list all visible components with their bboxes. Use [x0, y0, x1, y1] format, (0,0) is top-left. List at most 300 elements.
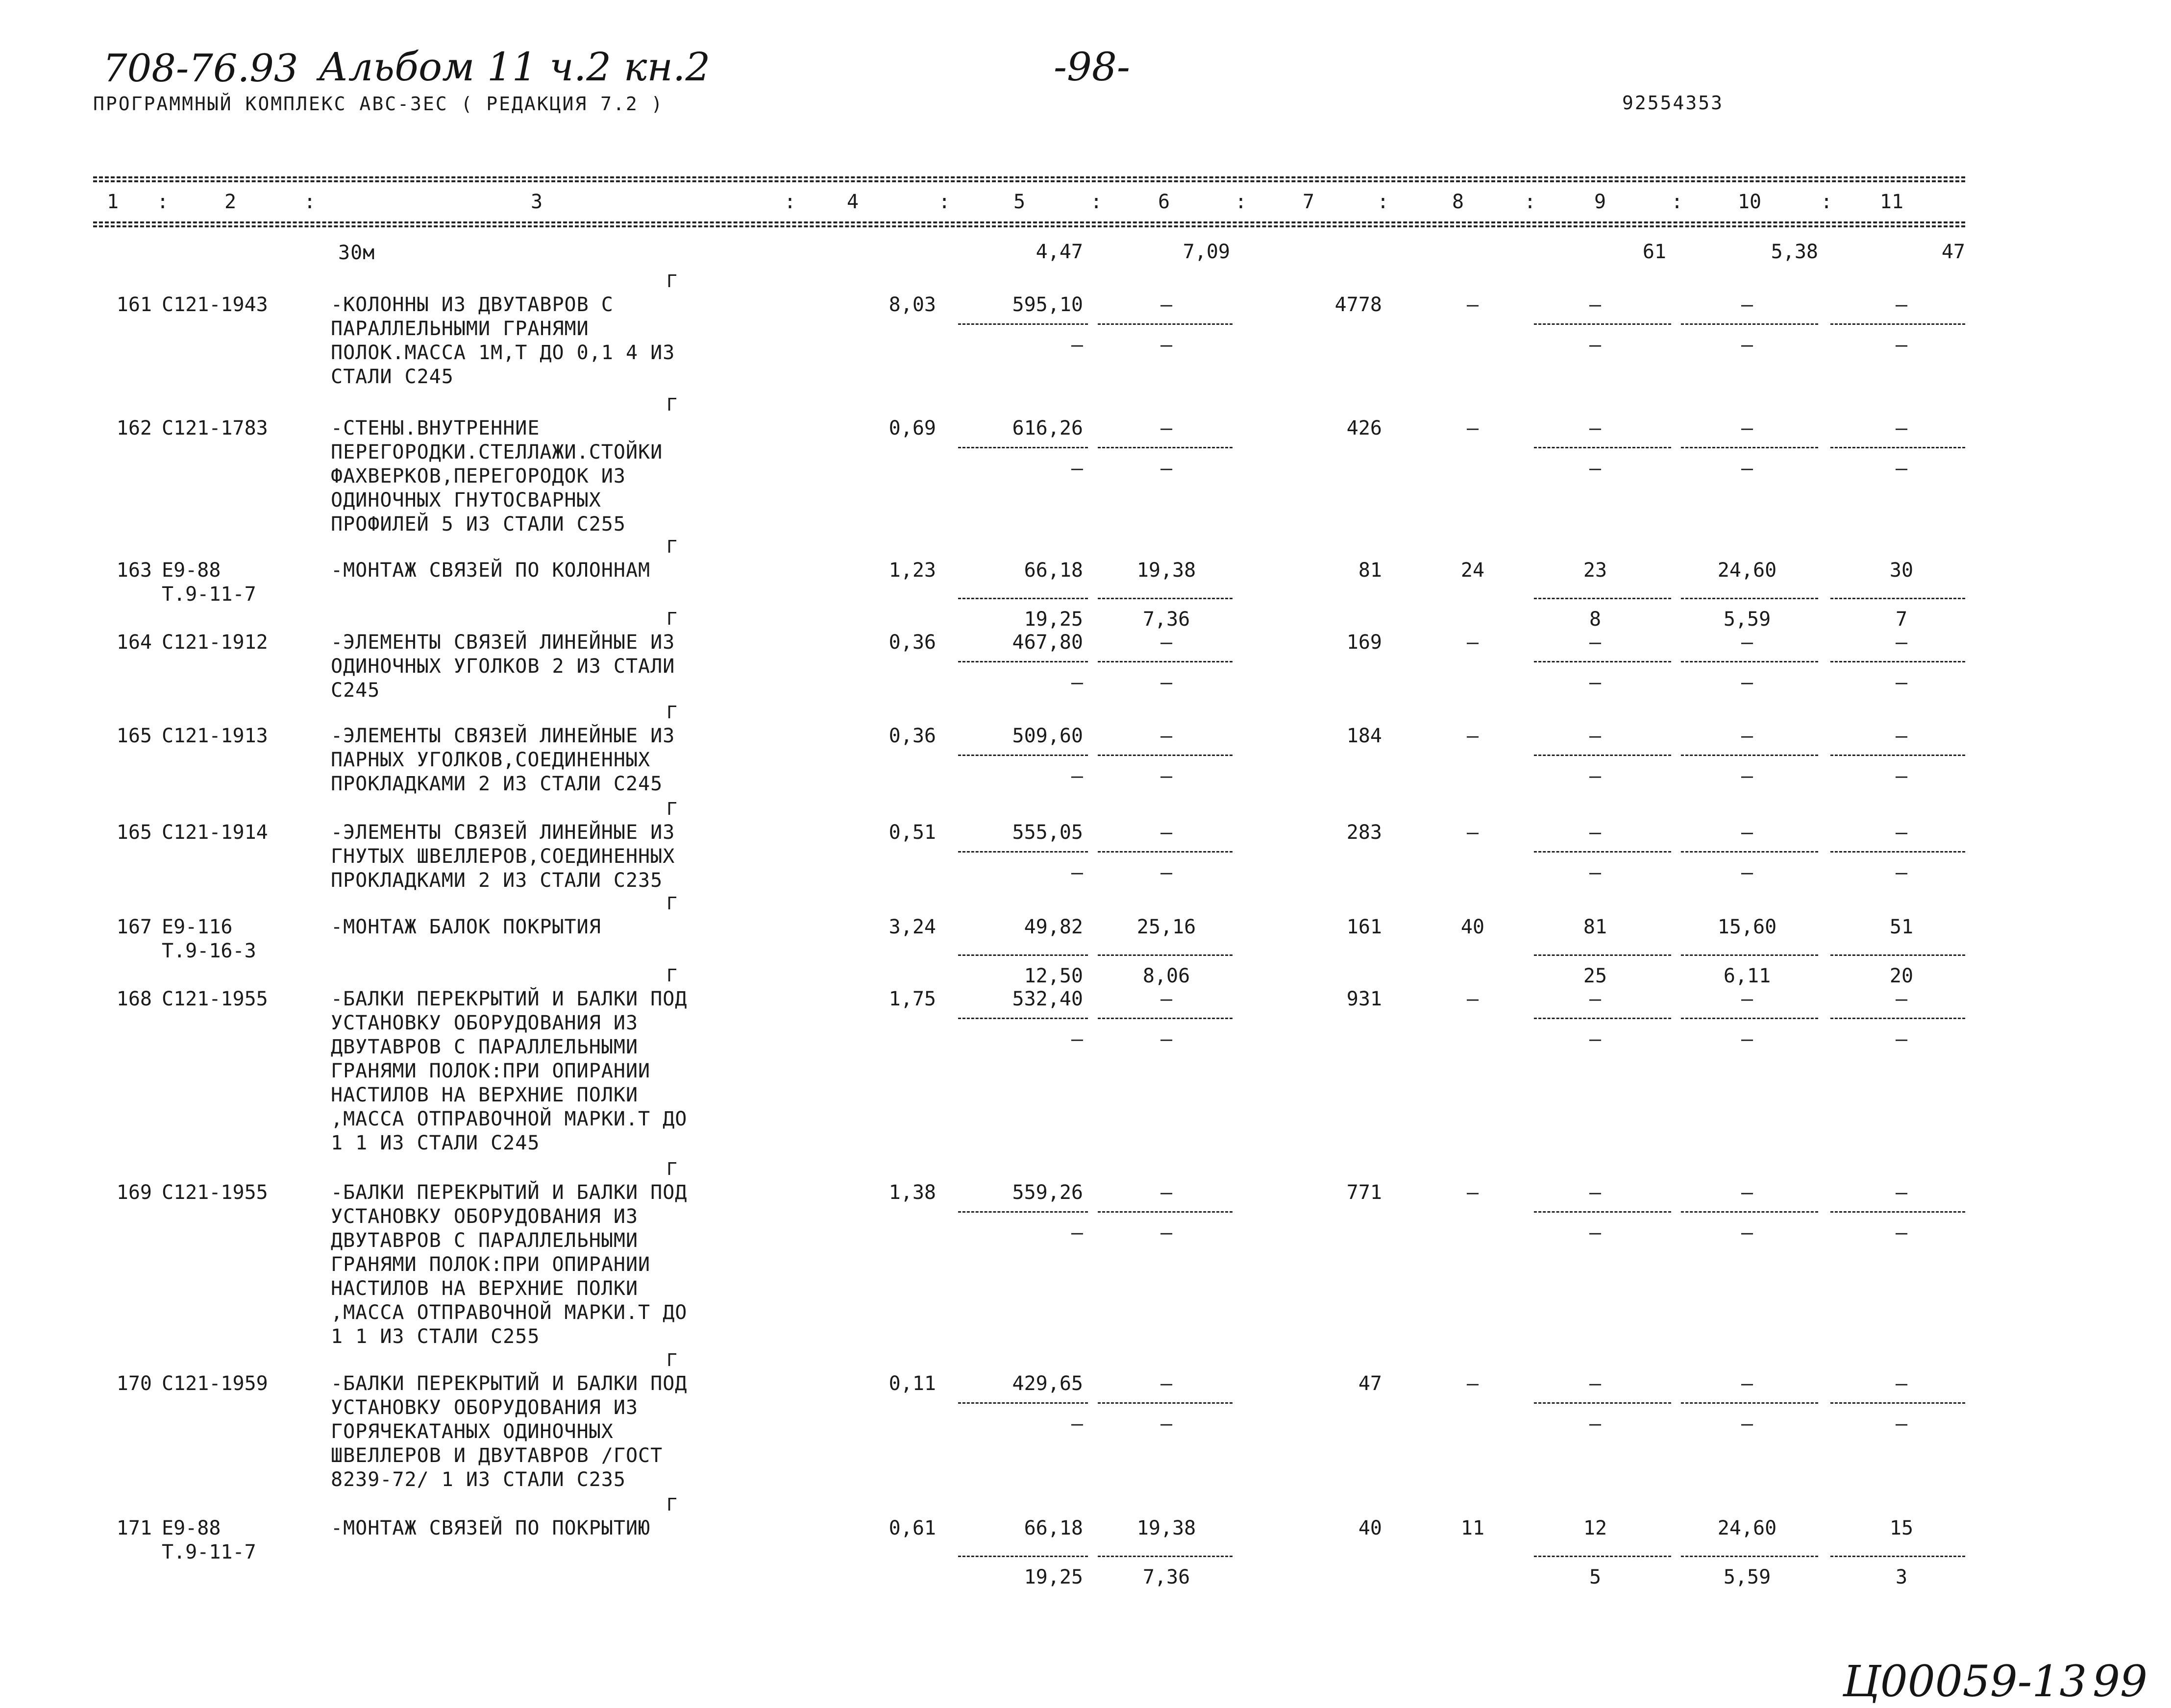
- fraction-rule: [1534, 851, 1671, 853]
- row-code: С121-1912: [162, 631, 268, 654]
- row-desc-line: -МОНТАЖ СВЯЗЕЙ ПО КОЛОННАМ: [331, 559, 651, 582]
- row-c7: 81: [1358, 559, 1382, 582]
- row-c5: 559,26: [1012, 1181, 1083, 1204]
- row-c8: –: [1466, 725, 1479, 747]
- row-c4: 1,75: [888, 988, 936, 1010]
- row-c4: 3,24: [888, 916, 936, 938]
- table-header-rule-2: [93, 225, 1965, 227]
- row-c5: 532,40: [1012, 988, 1083, 1010]
- fraction-rule: [1098, 954, 1233, 956]
- fraction-rule: [1534, 323, 1671, 325]
- column-separator: :: [784, 191, 796, 213]
- row-b6: –: [1160, 671, 1173, 694]
- row-c7: 169: [1346, 631, 1382, 654]
- row-c11: –: [1895, 725, 1908, 747]
- row-desc-line: ГНУТЫХ ШВЕЛЛЕРОВ,СОЕДИНЕННЫХ: [331, 845, 675, 868]
- row-b6: –: [1160, 1413, 1173, 1435]
- column-header-2: 2: [224, 191, 237, 213]
- row-desc-line: 1 1 ИЗ СТАЛИ С255: [331, 1325, 540, 1348]
- row-c9: –: [1589, 417, 1602, 439]
- row-c7: 4778: [1334, 293, 1382, 316]
- row-b10: –: [1741, 1028, 1753, 1050]
- row-c8: –: [1466, 631, 1479, 654]
- fraction-rule: [958, 447, 1088, 448]
- row-b11: –: [1895, 1221, 1908, 1244]
- fraction-rule: [1830, 598, 1965, 599]
- row-desc-line: ДВУТАВРОВ С ПАРАЛЛЕЛЬНЫМИ: [331, 1229, 639, 1252]
- row-desc-line: -КОЛОННЫ ИЗ ДВУТАВРОВ С: [331, 293, 614, 316]
- row-marker: Г: [666, 395, 677, 415]
- row-code: С121-1783: [162, 417, 268, 439]
- column-separator: :: [157, 191, 169, 213]
- row-b9: –: [1589, 334, 1602, 356]
- column-header-6: 6: [1158, 191, 1170, 213]
- row-c5: 555,05: [1012, 821, 1083, 844]
- program-line: ПРОГРАММНЫЙ КОМПЛЕКС АВС-3ЕС ( РЕДАКЦИЯ 7.2 ): [93, 93, 664, 115]
- fraction-rule: [958, 954, 1088, 956]
- doc-number: 92554353: [1622, 92, 1724, 114]
- continuation-c6: 7,09: [1183, 241, 1230, 263]
- row-desc-line: ПОЛОК.МАССА 1М,Т ДО 0,1 4 ИЗ: [331, 342, 675, 364]
- fraction-rule: [1681, 1018, 1818, 1019]
- row-marker: Г: [666, 1495, 677, 1515]
- row-b10: –: [1741, 334, 1753, 356]
- row-number: 165: [116, 821, 152, 844]
- fraction-rule: [1534, 1402, 1671, 1404]
- fraction-rule: [1681, 954, 1818, 956]
- row-b11: 7: [1895, 608, 1908, 631]
- row-c8: –: [1466, 293, 1479, 316]
- row-c11: –: [1895, 821, 1908, 844]
- row-code-2: Т.9-11-7: [162, 583, 256, 606]
- row-code-2: Т.9-16-3: [162, 940, 256, 962]
- row-number: 169: [116, 1181, 152, 1204]
- row-b10: –: [1741, 1221, 1753, 1244]
- row-c11: –: [1895, 1181, 1908, 1204]
- page-mark: -98-: [1054, 44, 1130, 90]
- row-c11: 51: [1889, 916, 1914, 938]
- row-c11: –: [1895, 417, 1908, 439]
- row-b6: 7,36: [1142, 1566, 1190, 1588]
- row-desc-line: ПАРАЛЛЕЛЬНЫМИ ГРАНЯМИ: [331, 317, 589, 340]
- row-b5: 12,50: [1024, 965, 1083, 987]
- fraction-rule: [1830, 954, 1965, 956]
- row-desc-line: ОДИНОЧНЫХ УГОЛКОВ 2 ИЗ СТАЛИ: [331, 655, 675, 678]
- row-desc-line: ГОРЯЧЕКАТАНЫХ ОДИНОЧНЫХ: [331, 1420, 614, 1443]
- fraction-rule: [1098, 1556, 1233, 1557]
- row-number: 171: [116, 1517, 152, 1539]
- row-c9: –: [1589, 988, 1602, 1010]
- row-marker: Г: [666, 1159, 677, 1179]
- row-b5: –: [1071, 1028, 1083, 1050]
- fraction-rule: [1830, 755, 1965, 756]
- row-c10: –: [1741, 988, 1753, 1010]
- row-b6: –: [1160, 334, 1173, 356]
- row-b9: 8: [1589, 608, 1602, 631]
- row-c4: 1,38: [888, 1181, 936, 1204]
- table-top-rule-2: [93, 180, 1965, 182]
- fraction-rule: [958, 661, 1088, 662]
- fraction-rule: [1098, 851, 1233, 853]
- row-code: С121-1959: [162, 1372, 268, 1395]
- row-b11: –: [1895, 1028, 1908, 1050]
- row-marker: Г: [666, 966, 677, 986]
- row-code: Е9-88: [162, 559, 221, 582]
- row-c6: –: [1160, 1181, 1173, 1204]
- fraction-rule: [1830, 1402, 1965, 1404]
- row-c5: 49,82: [1024, 916, 1083, 938]
- fraction-rule: [1681, 447, 1818, 448]
- row-c8: –: [1466, 821, 1479, 844]
- row-b9: 25: [1583, 965, 1607, 987]
- row-c11: –: [1895, 293, 1908, 316]
- fraction-rule: [1681, 851, 1818, 853]
- fraction-rule: [1534, 661, 1671, 662]
- column-header-10: 10: [1737, 191, 1762, 213]
- row-desc-line: -МОНТАЖ СВЯЗЕЙ ПО ПОКРЫТИЮ: [331, 1517, 651, 1539]
- row-c6: 19,38: [1136, 1517, 1196, 1539]
- row-number: 165: [116, 725, 152, 747]
- row-marker: Г: [666, 609, 677, 629]
- row-b11: –: [1895, 671, 1908, 694]
- row-c5: 616,26: [1012, 417, 1083, 439]
- row-c4: 0,36: [888, 725, 936, 747]
- row-number: 161: [116, 293, 152, 316]
- row-c10: 24,60: [1717, 1517, 1777, 1539]
- fraction-rule: [1681, 1402, 1818, 1404]
- continuation-c11: 47: [1941, 241, 1965, 263]
- column-header-1: 1: [106, 191, 119, 213]
- row-b10: 5,59: [1723, 1566, 1771, 1588]
- row-code: С121-1914: [162, 821, 268, 844]
- fraction-rule: [1681, 1211, 1818, 1213]
- row-c8: 11: [1460, 1517, 1485, 1539]
- row-b11: 3: [1895, 1566, 1908, 1588]
- row-c9: –: [1589, 821, 1602, 844]
- row-c4: 0,36: [888, 631, 936, 654]
- row-desc-line: -ЭЛЕМЕНТЫ СВЯЗЕЙ ЛИНЕЙНЫЕ ИЗ: [331, 821, 675, 844]
- column-separator: :: [304, 191, 316, 213]
- row-c6: –: [1160, 821, 1173, 844]
- row-number: 162: [116, 417, 152, 439]
- continuation-c10: 5,38: [1771, 241, 1818, 263]
- row-b11: –: [1895, 861, 1908, 884]
- fraction-rule: [1098, 661, 1233, 662]
- row-desc-line: НАСТИЛОВ НА ВЕРХНИЕ ПОЛКИ: [331, 1277, 639, 1300]
- row-c5: 509,60: [1012, 725, 1083, 747]
- row-marker: Г: [666, 271, 677, 292]
- row-c9: –: [1589, 725, 1602, 747]
- row-desc-line: С245: [331, 679, 380, 702]
- fraction-rule: [1534, 954, 1671, 956]
- row-b10: –: [1741, 671, 1753, 694]
- row-b5: 19,25: [1024, 608, 1083, 631]
- fraction-rule: [1830, 1211, 1965, 1213]
- row-number: 168: [116, 988, 152, 1010]
- row-desc-line: ПРОКЛАДКАМИ 2 ИЗ СТАЛИ С245: [331, 773, 663, 795]
- fraction-rule: [1534, 755, 1671, 756]
- row-c6: –: [1160, 293, 1173, 316]
- row-desc-line: ПАРНЫХ УГОЛКОВ,СОЕДИНЕННЫХ: [331, 749, 651, 771]
- fraction-rule: [1830, 447, 1965, 448]
- row-c10: –: [1741, 293, 1753, 316]
- row-c10: –: [1741, 417, 1753, 439]
- fraction-rule: [958, 1402, 1088, 1404]
- row-c5: 467,80: [1012, 631, 1083, 654]
- row-desc-line: ПЕРЕГОРОДКИ.СТЕЛЛАЖИ.СТОЙКИ: [331, 441, 663, 464]
- fraction-rule: [958, 323, 1088, 325]
- row-code: Е9-88: [162, 1517, 221, 1539]
- row-desc-line: ГРАНЯМИ ПОЛОК:ПРИ ОПИРАНИИ: [331, 1253, 651, 1276]
- row-desc-line: СТАЛИ С245: [331, 366, 454, 388]
- fraction-rule: [1830, 1018, 1965, 1019]
- row-code: С121-1943: [162, 293, 268, 316]
- fraction-rule: [1098, 1018, 1233, 1019]
- fraction-rule: [1098, 447, 1233, 448]
- row-desc-line: ПРОФИЛЕЙ 5 ИЗ СТАЛИ С255: [331, 513, 626, 536]
- row-desc-line: -МОНТАЖ БАЛОК ПОКРЫТИЯ: [331, 916, 601, 938]
- column-separator: :: [938, 191, 951, 213]
- row-c9: –: [1589, 1372, 1602, 1395]
- album-title: Альбом 11 ч.2 кн.2: [319, 44, 711, 90]
- row-c10: –: [1741, 631, 1753, 654]
- row-c4: 0,61: [888, 1517, 936, 1539]
- row-code: Е9-116: [162, 916, 233, 938]
- row-c6: –: [1160, 417, 1173, 439]
- column-header-3: 3: [530, 191, 543, 213]
- row-c10: –: [1741, 1181, 1753, 1204]
- row-c7: 184: [1346, 725, 1382, 747]
- fraction-rule: [958, 1018, 1088, 1019]
- column-header-7: 7: [1302, 191, 1315, 213]
- footer-stamp: Ц00059-13: [1843, 1656, 2087, 1707]
- row-c4: 0,69: [888, 417, 936, 439]
- row-number: 164: [116, 631, 152, 654]
- row-b9: –: [1589, 765, 1602, 787]
- row-c11: –: [1895, 988, 1908, 1010]
- row-c8: 24: [1460, 559, 1485, 582]
- row-c7: 426: [1346, 417, 1382, 439]
- row-c10: 24,60: [1717, 559, 1777, 582]
- column-header-9: 9: [1594, 191, 1606, 213]
- row-desc-line: ОДИНОЧНЫХ ГНУТОСВАРНЫХ: [331, 489, 601, 512]
- row-b5: –: [1071, 1413, 1083, 1435]
- row-b9: –: [1589, 457, 1602, 480]
- column-separator: :: [1821, 191, 1833, 213]
- row-b6: –: [1160, 1028, 1173, 1050]
- row-marker: Г: [666, 894, 677, 914]
- row-c8: –: [1466, 1372, 1479, 1395]
- fraction-rule: [1098, 755, 1233, 756]
- fraction-rule: [1830, 851, 1965, 853]
- row-c6: –: [1160, 631, 1173, 654]
- row-marker: Г: [666, 1350, 677, 1370]
- row-b10: 6,11: [1723, 965, 1771, 987]
- row-b6: –: [1160, 1221, 1173, 1244]
- continuation-c9: 61: [1642, 241, 1666, 263]
- row-desc-line: УСТАНОВКУ ОБОРУДОВАНИЯ ИЗ: [331, 1396, 639, 1419]
- column-header-4: 4: [846, 191, 859, 213]
- row-c5: 595,10: [1012, 293, 1083, 316]
- fraction-rule: [958, 598, 1088, 599]
- row-c10: –: [1741, 1372, 1753, 1395]
- row-c7: 771: [1346, 1181, 1382, 1204]
- row-code: С121-1913: [162, 725, 268, 747]
- row-b6: 8,06: [1142, 965, 1190, 987]
- fraction-rule: [1098, 598, 1233, 599]
- row-desc-line: ФАХВЕРКОВ,ПЕРЕГОРОДОК ИЗ: [331, 465, 626, 488]
- fraction-rule: [1534, 1018, 1671, 1019]
- fraction-rule: [1534, 1556, 1671, 1557]
- row-c6: 25,16: [1136, 916, 1196, 938]
- row-b10: 5,59: [1723, 608, 1771, 631]
- column-separator: :: [1524, 191, 1536, 213]
- column-header-8: 8: [1452, 191, 1464, 213]
- row-c4: 8,03: [888, 293, 936, 316]
- row-c11: 15: [1889, 1517, 1914, 1539]
- row-b11: –: [1895, 334, 1908, 356]
- fraction-rule: [1681, 755, 1818, 756]
- row-b11: –: [1895, 1413, 1908, 1435]
- row-c11: 30: [1889, 559, 1914, 582]
- row-c9: 23: [1583, 559, 1607, 582]
- fraction-rule: [1098, 1402, 1233, 1404]
- fraction-rule: [1681, 661, 1818, 662]
- row-c10: –: [1741, 821, 1753, 844]
- row-c7: 40: [1358, 1517, 1382, 1539]
- row-b11: –: [1895, 457, 1908, 480]
- row-marker: Г: [666, 799, 677, 819]
- row-b5: 19,25: [1024, 1566, 1083, 1588]
- row-code: С121-1955: [162, 1181, 268, 1204]
- fraction-rule: [1534, 447, 1671, 448]
- row-desc-line: ШВЕЛЛЕРОВ И ДВУТАВРОВ /ГОСТ: [331, 1444, 663, 1467]
- row-b9: –: [1589, 861, 1602, 884]
- row-c5: 429,65: [1012, 1372, 1083, 1395]
- row-b5: –: [1071, 671, 1083, 694]
- continuation-desc: 30м: [338, 242, 375, 264]
- row-b9: –: [1589, 1221, 1602, 1244]
- row-b6: –: [1160, 765, 1173, 787]
- row-desc-line: ДВУТАВРОВ С ПАРАЛЛЕЛЬНЫМИ: [331, 1036, 639, 1058]
- row-code-2: Т.9-11-7: [162, 1541, 256, 1563]
- column-separator: :: [1671, 191, 1683, 213]
- row-c7: 283: [1346, 821, 1382, 844]
- row-c6: 19,38: [1136, 559, 1196, 582]
- row-desc-line: 8239-72/ 1 ИЗ СТАЛИ С235: [331, 1468, 626, 1491]
- row-c11: –: [1895, 1372, 1908, 1395]
- row-b6: –: [1160, 861, 1173, 884]
- column-separator: :: [1377, 191, 1389, 213]
- row-b5: –: [1071, 765, 1083, 787]
- fraction-rule: [958, 1556, 1088, 1557]
- row-b6: –: [1160, 457, 1173, 480]
- row-marker: Г: [666, 537, 677, 557]
- fraction-rule: [1534, 598, 1671, 599]
- row-c8: 40: [1460, 916, 1485, 938]
- row-code: С121-1955: [162, 988, 268, 1010]
- row-b9: –: [1589, 671, 1602, 694]
- row-c9: –: [1589, 293, 1602, 316]
- row-c9: –: [1589, 1181, 1602, 1204]
- row-b9: –: [1589, 1028, 1602, 1050]
- row-desc-line: -СТЕНЫ.ВНУТРЕННИЕ: [331, 417, 540, 439]
- row-b9: –: [1589, 1413, 1602, 1435]
- row-b10: –: [1741, 457, 1753, 480]
- row-c7: 931: [1346, 988, 1382, 1010]
- column-header-5: 5: [1013, 191, 1026, 213]
- fraction-rule: [1830, 323, 1965, 325]
- column-separator: :: [1235, 191, 1247, 213]
- fraction-rule: [1098, 323, 1233, 325]
- fraction-rule: [958, 851, 1088, 853]
- row-c7: 47: [1358, 1372, 1382, 1395]
- row-desc-line: -ЭЛЕМЕНТЫ СВЯЗЕЙ ЛИНЕЙНЫЕ ИЗ: [331, 631, 675, 654]
- row-c4: 1,23: [888, 559, 936, 582]
- row-desc-line: ПРОКЛАДКАМИ 2 ИЗ СТАЛИ С235: [331, 869, 663, 892]
- fraction-rule: [958, 1211, 1088, 1213]
- row-c9: 81: [1583, 916, 1607, 938]
- row-c5: 66,18: [1024, 1517, 1083, 1539]
- row-b10: –: [1741, 861, 1753, 884]
- row-b11: 20: [1889, 965, 1914, 987]
- row-b11: –: [1895, 765, 1908, 787]
- row-b10: –: [1741, 1413, 1753, 1435]
- fraction-rule: [958, 755, 1088, 756]
- footer-page: 99: [2093, 1656, 2147, 1707]
- row-c9: –: [1589, 631, 1602, 654]
- row-c4: 0,11: [888, 1372, 936, 1395]
- row-marker: Г: [666, 703, 677, 723]
- row-c9: 12: [1583, 1517, 1607, 1539]
- row-b5: –: [1071, 1221, 1083, 1244]
- fraction-rule: [1681, 598, 1818, 599]
- row-c7: 161: [1346, 916, 1382, 938]
- column-header-11: 11: [1879, 191, 1904, 213]
- row-b5: –: [1071, 457, 1083, 480]
- row-desc-line: -БАЛКИ ПЕРЕКРЫТИЙ И БАЛКИ ПОД: [331, 988, 688, 1010]
- row-c11: –: [1895, 631, 1908, 654]
- row-desc-line: ,МАССА ОТПРАВОЧНОЙ МАРКИ.Т ДО: [331, 1108, 688, 1130]
- row-desc-line: ,МАССА ОТПРАВОЧНОЙ МАРКИ.Т ДО: [331, 1301, 688, 1324]
- row-c8: –: [1466, 417, 1479, 439]
- fraction-rule: [1098, 1211, 1233, 1213]
- row-c10: 15,60: [1717, 916, 1777, 938]
- row-desc-line: НАСТИЛОВ НА ВЕРХНИЕ ПОЛКИ: [331, 1084, 639, 1106]
- column-separator: :: [1090, 191, 1103, 213]
- row-number: 170: [116, 1372, 152, 1395]
- row-c8: –: [1466, 988, 1479, 1010]
- row-desc-line: -ЭЛЕМЕНТЫ СВЯЗЕЙ ЛИНЕЙНЫЕ ИЗ: [331, 725, 675, 747]
- row-desc-line: УСТАНОВКУ ОБОРУДОВАНИЯ ИЗ: [331, 1205, 639, 1228]
- continuation-c5: 4,47: [1036, 241, 1083, 263]
- row-desc-line: УСТАНОВКУ ОБОРУДОВАНИЯ ИЗ: [331, 1012, 639, 1034]
- row-c6: –: [1160, 988, 1173, 1010]
- row-c10: –: [1741, 725, 1753, 747]
- row-c5: 66,18: [1024, 559, 1083, 582]
- row-b5: –: [1071, 334, 1083, 356]
- row-b9: 5: [1589, 1566, 1602, 1588]
- row-desc-line: ГРАНЯМИ ПОЛОК:ПРИ ОПИРАНИИ: [331, 1060, 651, 1082]
- fraction-rule: [1681, 323, 1818, 325]
- row-b10: –: [1741, 765, 1753, 787]
- row-b6: 7,36: [1142, 608, 1190, 631]
- row-desc-line: 1 1 ИЗ СТАЛИ С245: [331, 1132, 540, 1154]
- row-desc-line: -БАЛКИ ПЕРЕКРЫТИЙ И БАЛКИ ПОД: [331, 1372, 688, 1395]
- row-c8: –: [1466, 1181, 1479, 1204]
- table-top-rule: [93, 176, 1965, 178]
- row-b5: –: [1071, 861, 1083, 884]
